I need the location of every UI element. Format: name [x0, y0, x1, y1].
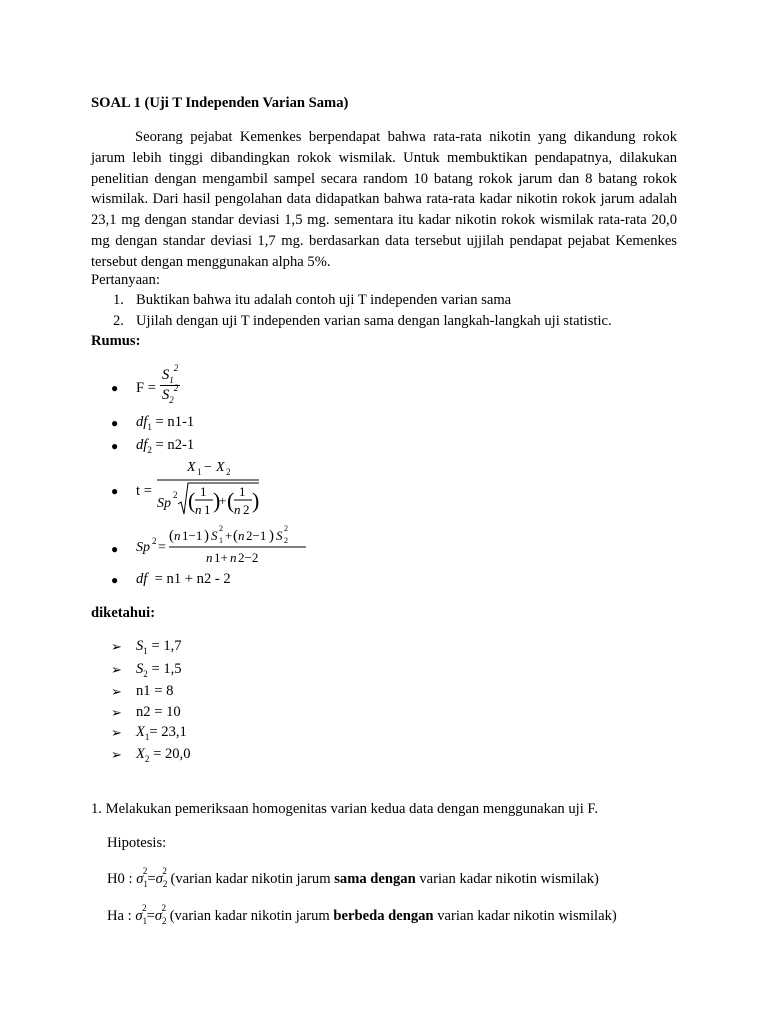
question-number: 1.	[113, 292, 124, 308]
df2-formula: $df_2 = n2-1$	[136, 437, 195, 455]
arrow-bullet-icon: ➢	[111, 705, 122, 720]
question-text: Ujilah dengan uji T independen varian sama dengan langkah-langkah uji statistic.	[136, 313, 612, 329]
df1-formula: $df_1 = n1-1$	[136, 414, 195, 432]
arrow-bullet-icon: ➢	[111, 684, 122, 699]
svg-text:(: (	[227, 488, 235, 513]
svg-text:): )	[252, 488, 260, 513]
sp2-formula	[134, 522, 314, 568]
known-subscript: 1	[143, 645, 148, 656]
t-formula	[155, 456, 265, 522]
known-item: n1 = 8	[136, 683, 174, 699]
svg-text:n: n	[230, 550, 237, 565]
svg-text:Sp: Sp	[157, 496, 171, 511]
bullet-icon: ●	[111, 416, 119, 430]
svg-text:2: 2	[173, 490, 178, 500]
svg-text:n: n	[174, 528, 181, 543]
df-formula: df = n1 + n2 - 2	[136, 571, 231, 587]
known-value: = 1,7	[151, 638, 182, 654]
bullet-icon: ●	[111, 484, 119, 498]
bullet-icon: ●	[111, 573, 119, 587]
df1-value: = n1-1	[155, 414, 195, 430]
svg-text:1: 1	[219, 536, 223, 545]
svg-text:): )	[204, 528, 209, 544]
svg-text:S: S	[276, 528, 283, 543]
svg-text:1: 1	[239, 484, 246, 499]
ha-pre: (varian kadar nikotin jarum	[169, 907, 334, 924]
svg-text:n: n	[238, 528, 245, 543]
svg-text:): )	[269, 528, 274, 544]
svg-text:(: (	[188, 488, 196, 513]
arrow-bullet-icon: ➢	[111, 747, 122, 762]
svg-text:1−1: 1−1	[182, 528, 203, 543]
h0-line: H0 : $\sigma_1^2=\sigma_2^2$ (varian kadar nikotin jarum sama dengan varian kadar nikotin wismilak)	[107, 866, 599, 889]
rumus-heading: Rumus:	[91, 333, 141, 349]
svg-text:(: (	[169, 528, 174, 544]
page-title: SOAL 1 (Uji T Independen Varian Sama)	[91, 95, 349, 111]
bullet-icon: ●	[111, 381, 119, 395]
svg-text:Sp: Sp	[136, 540, 150, 555]
svg-text:2: 2	[219, 524, 223, 533]
svg-text:n: n	[195, 502, 202, 517]
f-label: F =	[136, 380, 156, 396]
known-value: = 1,5	[151, 661, 182, 677]
known-subscript: 2	[144, 753, 150, 764]
svg-text:1: 1	[197, 467, 202, 477]
known-item	[136, 725, 187, 742]
hipotesis-label: Hipotesis:	[107, 835, 167, 851]
svg-text:2: 2	[226, 467, 231, 477]
problem-text: Seorang pejabat Kemenkes berpendapat bahwa rata-rata nikotin yang dikandung rokok jarum lebih tinggi dibandingkan rokok wismilak. Untuk membuktikan pendapatnya, dilakukan penelitian dengan mengambil sampel secara random 10 batang rokok jarum dan 8 batang rokok wismilak. Dari hasil pengolahan data didapatkan bahwa rata-rata kadar nikotin rokok jarum adalah 23,1 mg dengan standar deviasi 1,5 mg. sementara itu kadar nikotin rokok wismilak rata-rata 20,0 mg dengan standar deviasi 1,7 mg. berdasarkan data tersebut ujjilah pendapat pejabat Kemenkes tersebut dengan menggunakan alpha 5%.	[91, 129, 677, 270]
ha-post: varian kadar nikotin wismilak)	[433, 907, 617, 924]
arrow-bullet-icon: ➢	[111, 662, 122, 677]
known-subscript: 2	[143, 668, 148, 679]
arrow-bullet-icon: ➢	[111, 639, 122, 654]
known-item	[136, 662, 182, 679]
svg-text:X: X	[187, 460, 196, 475]
t-label: t =	[136, 483, 152, 499]
svg-text:2: 2	[152, 536, 157, 546]
svg-text:−: −	[204, 460, 212, 475]
svg-text:1: 1	[204, 502, 211, 517]
h0-post: varian kadar nikotin wismilak)	[415, 870, 599, 887]
step-1-text: 1. Melakukan pemeriksaan homogenitas varian kedua data dengan menggunakan uji F.	[91, 801, 599, 817]
svg-text:(: (	[233, 528, 238, 544]
known-subscript: 1	[144, 731, 150, 742]
arrow-bullet-icon: ➢	[111, 725, 122, 740]
svg-text:n: n	[206, 550, 213, 565]
h0-label: H0 :	[107, 870, 133, 887]
svg-text:+: +	[219, 493, 227, 508]
question-heading: Pertanyaan:	[91, 272, 160, 288]
svg-text:X: X	[216, 460, 225, 475]
known-item: n2 = 10	[136, 704, 181, 720]
f-formula: $\frac{S_1^2}{S_2^2}$	[162, 363, 179, 405]
svg-text:S: S	[211, 528, 218, 543]
svg-text:2−2: 2−2	[238, 550, 259, 565]
svg-text:1: 1	[200, 484, 207, 499]
ha-bold: berbeda dengan	[333, 907, 434, 924]
bullet-icon: ●	[111, 542, 119, 556]
svg-text:): )	[213, 488, 221, 513]
known-value: = 23,1	[149, 724, 187, 740]
question-text: Buktikan bahwa itu adalah contoh uji T independen varian sama	[136, 292, 512, 308]
known-symbol: X	[136, 746, 145, 762]
svg-text:=: =	[158, 540, 166, 555]
df-value: = n1 + n2 - 2	[154, 571, 231, 587]
known-value: = 20,0	[153, 746, 191, 762]
question-number: 2.	[113, 313, 124, 329]
known-symbol: S	[136, 638, 144, 654]
problem-paragraph	[91, 127, 677, 273]
svg-text:+: +	[225, 528, 233, 543]
diketahui-heading: diketahui:	[91, 605, 156, 621]
svg-text:1+: 1+	[214, 550, 228, 565]
known-symbol: X	[136, 724, 145, 740]
h0-bold: sama dengan	[334, 870, 416, 887]
known-symbol: S	[136, 661, 144, 677]
h0-pre: (varian kadar nikotin jarum	[170, 870, 335, 887]
ha-line: Ha : $\sigma_1^2=\sigma_2^2$ (varian kadar nikotin jarum berbeda dengan varian kadar nikotin wismilak)	[107, 903, 617, 926]
svg-text:2: 2	[284, 524, 288, 533]
svg-text:n: n	[234, 502, 241, 517]
svg-text:2: 2	[284, 536, 288, 545]
ha-label: Ha :	[107, 907, 132, 924]
svg-text:2−1: 2−1	[246, 528, 267, 543]
known-item	[136, 747, 191, 764]
svg-text:2: 2	[243, 502, 250, 517]
bullet-icon: ●	[111, 439, 119, 453]
df2-value: = n2-1	[155, 437, 195, 453]
known-item	[136, 639, 182, 656]
